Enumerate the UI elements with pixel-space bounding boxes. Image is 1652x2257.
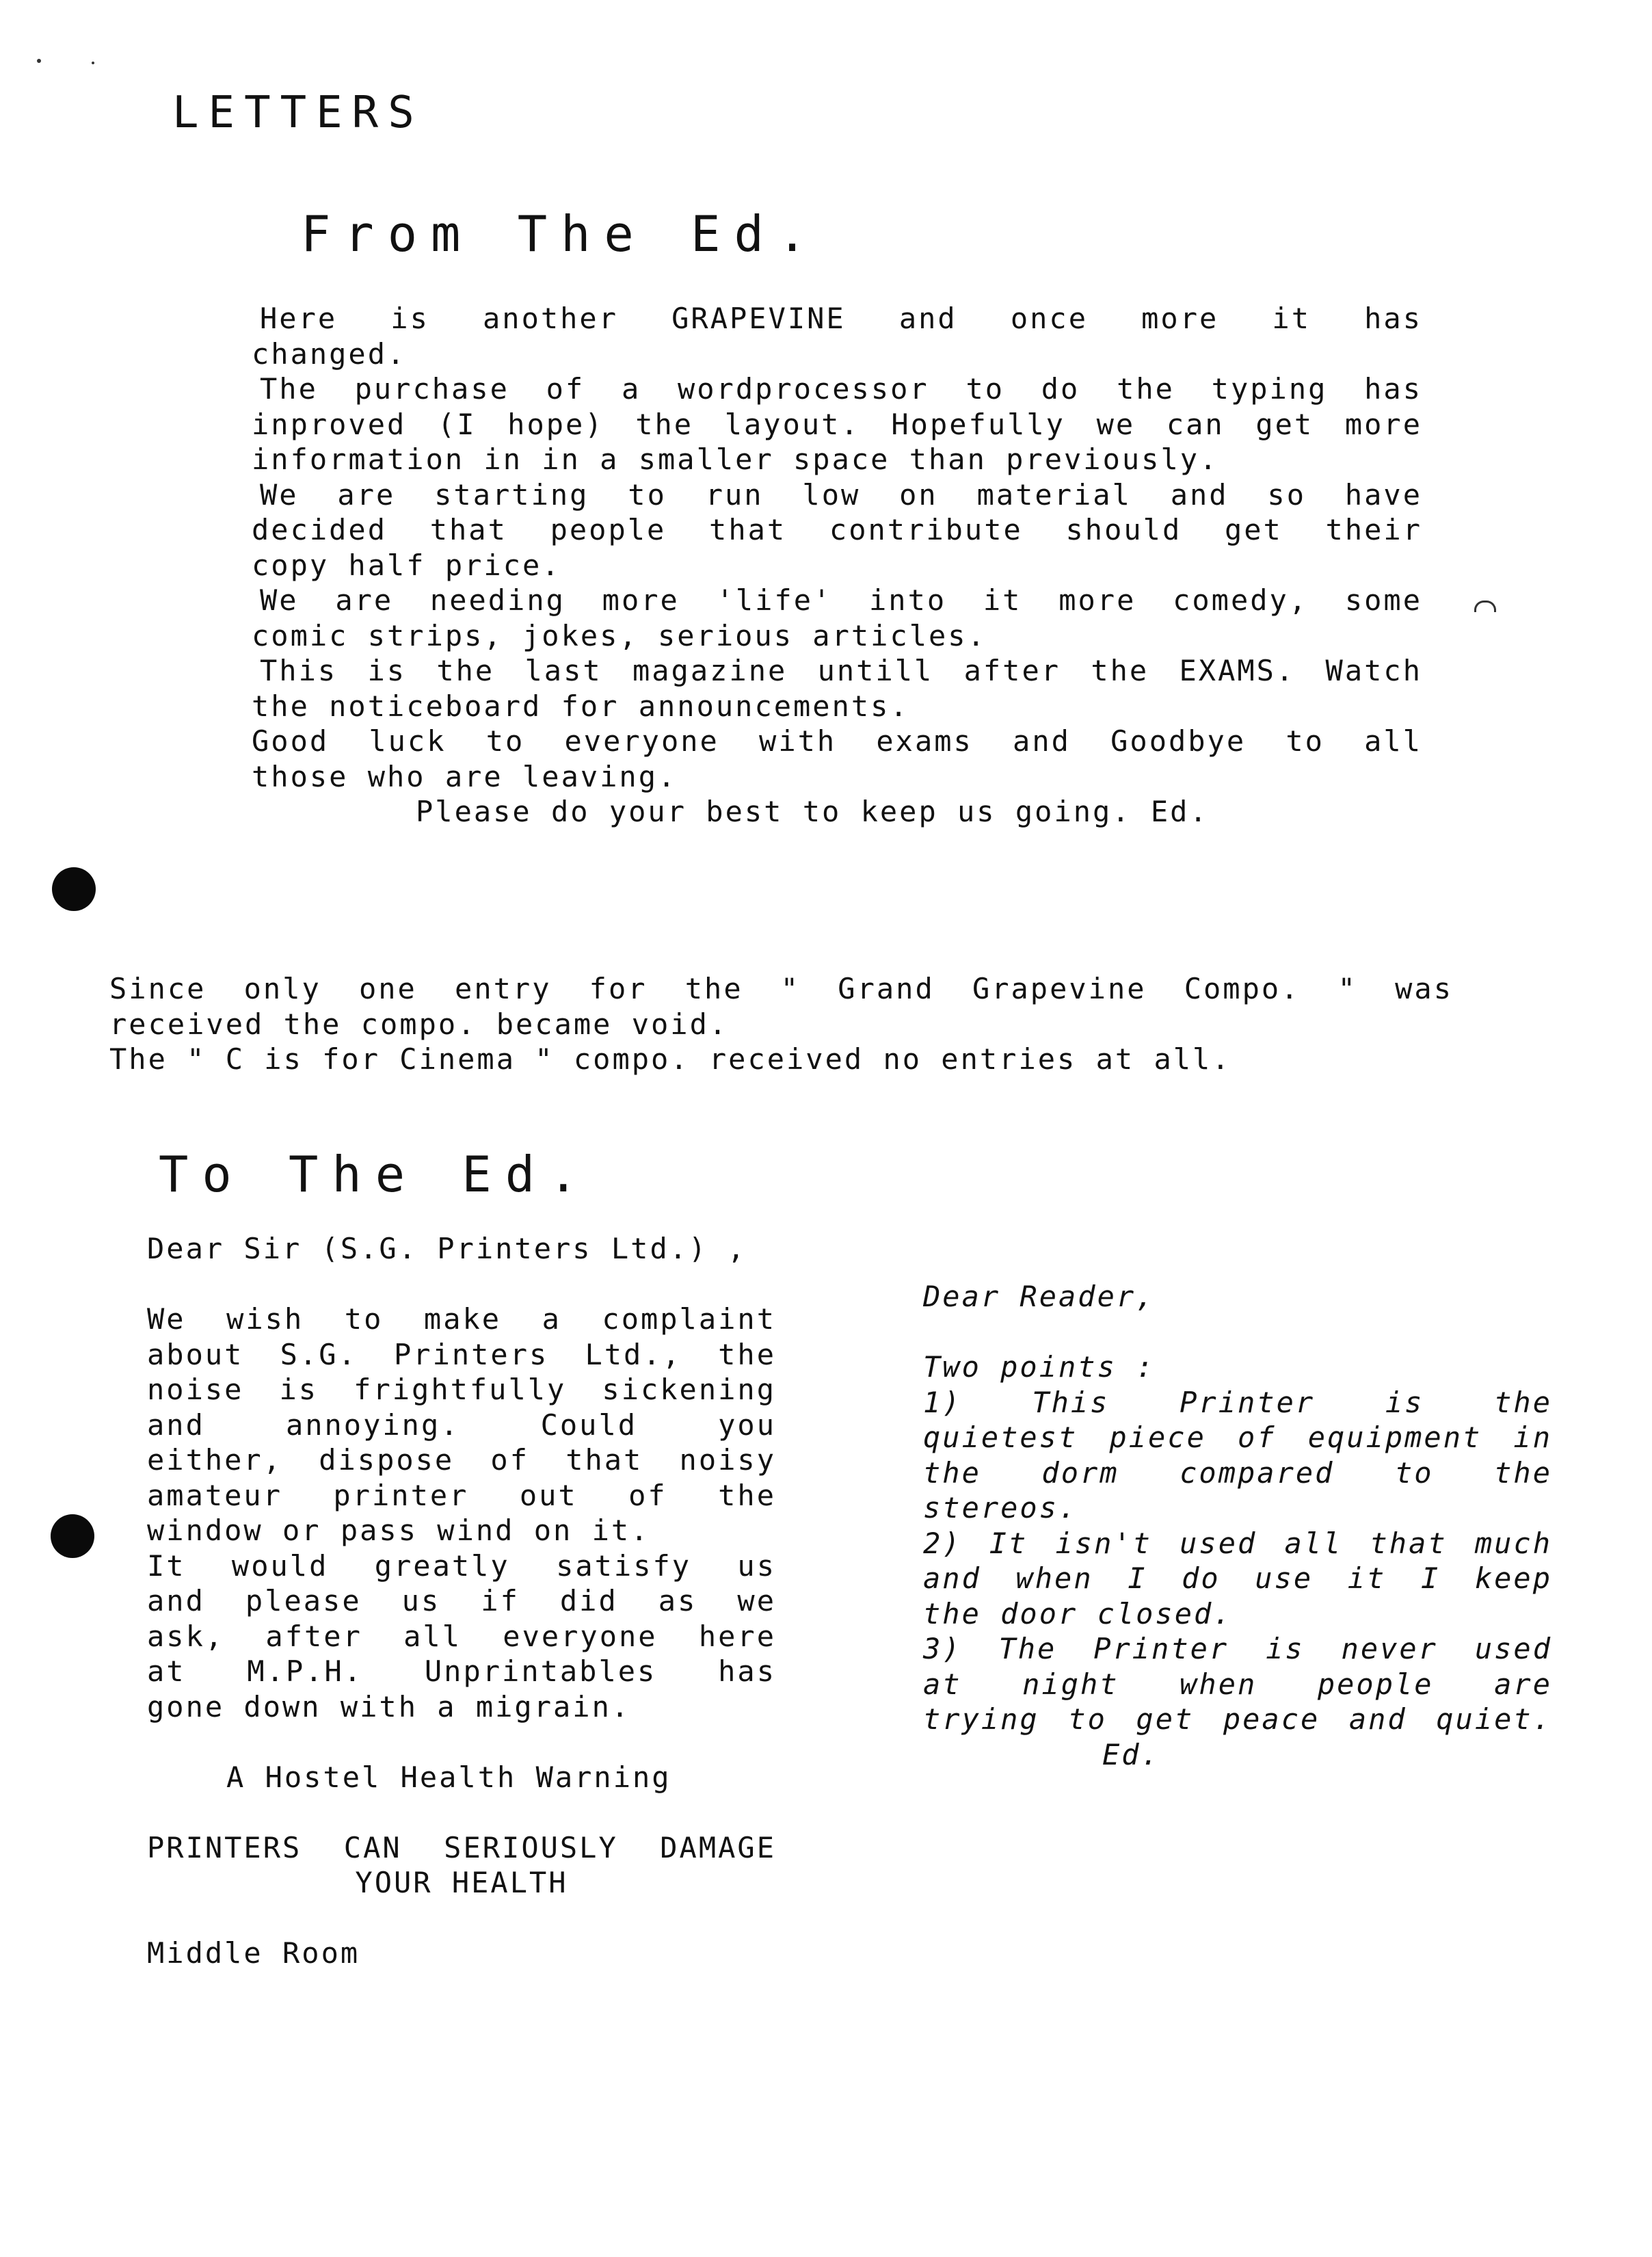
editorial-line: comic strips, jokes, serious articles. (252, 618, 987, 652)
reply-signature: Ed. (1102, 1737, 1160, 1771)
reply-line: stereos. (923, 1491, 1078, 1525)
binder-hole (52, 867, 96, 911)
reply-line: at night when people are (923, 1667, 1552, 1701)
editorial-text (252, 301, 1422, 830)
letter-line: about S.G. Printers Ltd., the (147, 1337, 776, 1371)
reader-letter (147, 1231, 776, 1971)
editorial-line: changed. (252, 336, 407, 371)
letter-line: and please us if did as we (147, 1584, 776, 1618)
letter-line: window or pass wind on it. (147, 1514, 650, 1547)
editorial-line: information in in a smaller space than previously. (252, 443, 1219, 476)
compo-notice (109, 971, 1453, 1077)
compo-line: received the compo. became void. (109, 1007, 729, 1041)
scan-mark (1474, 600, 1496, 612)
reply-line: quietest piece of equipment in (923, 1421, 1552, 1454)
reply-salutation: Dear Reader, (923, 1280, 1156, 1313)
letter-line: at M.P.H. Unprintables has (147, 1654, 776, 1688)
letter-line: either, dispose of that noisy (147, 1443, 776, 1477)
letter-signature: Middle Room (147, 1936, 360, 1970)
letter-line: It would greatly satisfy us (147, 1548, 776, 1583)
letter-line: ask, after all everyone here (147, 1619, 776, 1653)
editorial-line: Here is another GRAPEVINE and once more it has (260, 302, 1422, 335)
reply-line: 1) This Printer is the (923, 1385, 1552, 1419)
reply-line: and when I do use it I keep (923, 1561, 1552, 1595)
editorial-signoff: Please do your best to keep us going. Ed. (416, 795, 1209, 828)
scan-speck (37, 59, 41, 63)
reply-line: 3) The Printer is never used (923, 1632, 1552, 1665)
warning-line: PRINTERS CAN SERIOUSLY DAMAGE (147, 1830, 776, 1864)
compo-line: The " C is for Cinema " compo. received no entries at all. (109, 1042, 1231, 1076)
reply-line: 2) It isn't used all that much (923, 1526, 1552, 1560)
reply-line: the dorm compared to the (923, 1455, 1552, 1490)
editorial-line: the noticeboard for announcements. (252, 689, 909, 723)
editorial-line: decided that people that contribute should get their (252, 513, 1422, 546)
from-ed-title: From The Ed. (301, 205, 821, 263)
compo-line: Since only one entry for the " Grand Grapevine Compo. " was (109, 972, 1453, 1005)
letter-line: We wish to make a complaint (147, 1302, 776, 1336)
editorial-line: We are starting to run low on material and so have (260, 477, 1422, 512)
reply-line: the door closed. (923, 1596, 1233, 1631)
scan-speck (92, 62, 94, 64)
letter-line: noise is frightfully sickening (147, 1373, 776, 1406)
editorial-line: inproved (I hope) the layout. Hopefully we can get more (252, 407, 1422, 441)
warning-line: YOUR HEALTH (355, 1866, 568, 1899)
editorial-line: Good luck to everyone with exams and Goodbye to all (252, 724, 1422, 758)
letter-line: gone down with a migrain. (147, 1689, 631, 1724)
section-title: LETTERS (172, 88, 424, 138)
editorial-line: copy half price. (252, 548, 561, 582)
editorial-line: We are needing more 'life' into it more comedy, some (260, 583, 1422, 617)
letter-line: amateur printer out of the (147, 1478, 776, 1512)
binder-hole (51, 1514, 94, 1558)
letter-salutation: Dear Sir (S.G. Printers Ltd.) , (147, 1232, 747, 1265)
reply-line: Two points : (923, 1350, 1156, 1384)
letter-line: and annoying. Could you (147, 1408, 776, 1442)
to-ed-title: To The Ed. (159, 1146, 592, 1203)
warning-title: A Hostel Health Warning (226, 1760, 671, 1794)
editorial-line: This is the last magazine untill after the EXAMS. Watch (260, 654, 1422, 687)
editorial-line: those who are leaving. (252, 759, 678, 793)
editor-reply (923, 1279, 1552, 1772)
reply-line: trying to get peace and quiet. (923, 1702, 1552, 1736)
editorial-line: The purchase of a wordprocessor to do the typing has (260, 372, 1422, 406)
